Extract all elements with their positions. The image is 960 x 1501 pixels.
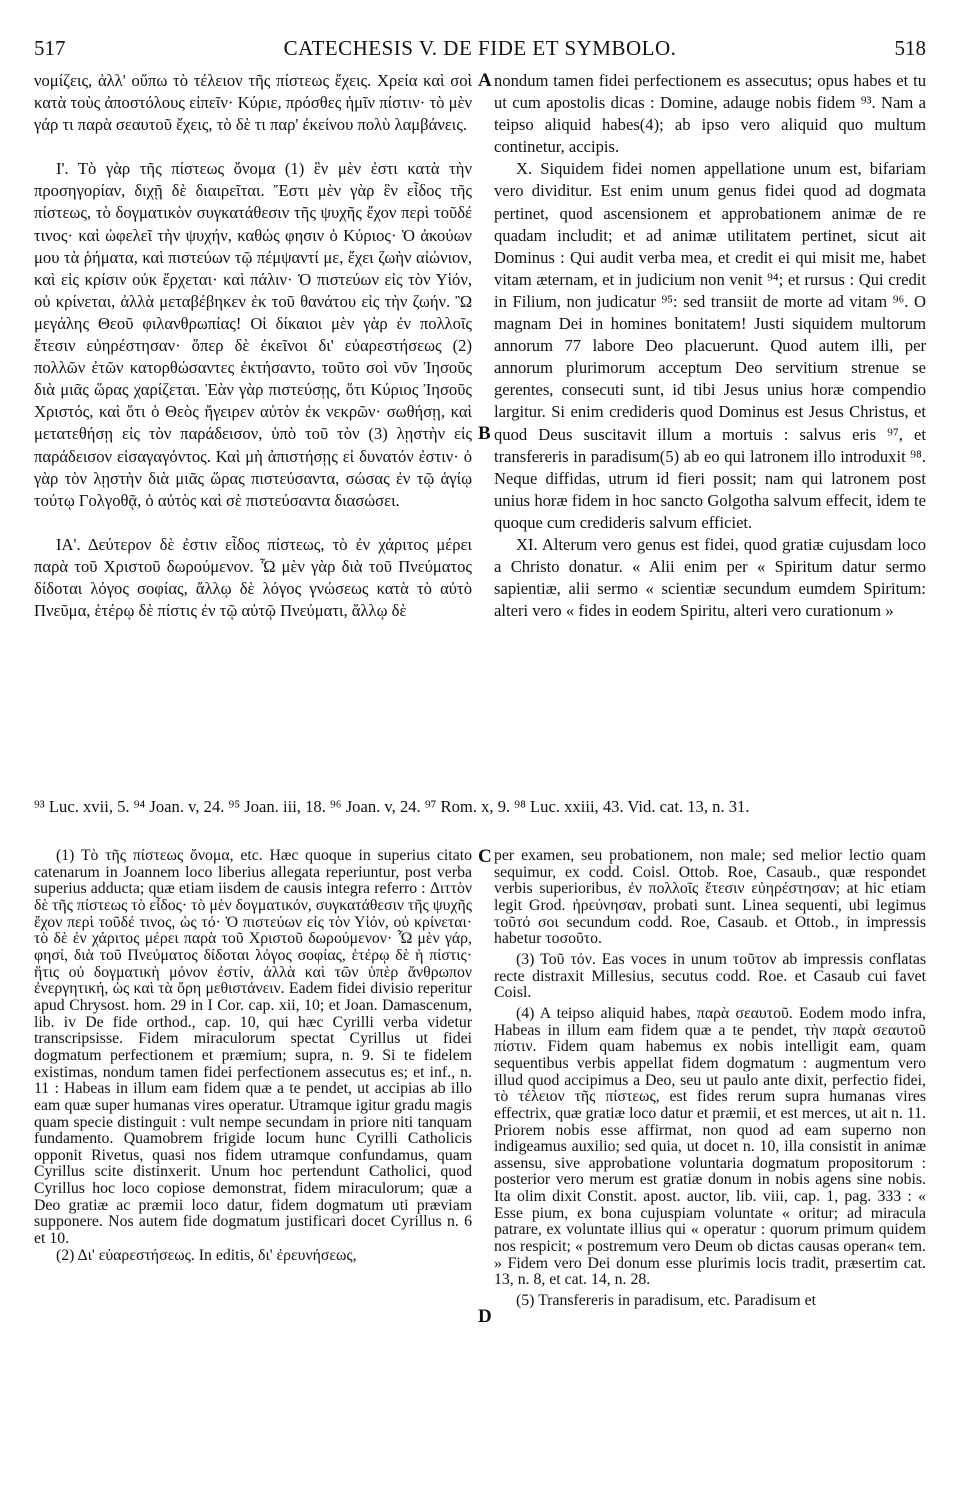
latin-paragraph: X. Siquidem fidei nomen appellatione unum est, bifariam vero dividitur. Est enim unum genus fidei quod ad dogmata pertinet, quod ascensionem et approbationem animæ de re quadam includit; et ad animæ utilitatem pertinet, sicut ait Dominus : Qui audit verba mea, et credit ei qui misit me, habet vitam æternam, et in judicium non venit ⁹⁴; et rursus : Qui credit in Filium, non judicatur ⁹⁵: sed transiit de morte ad vitam ⁹⁶. O magnam Dei in homines bonitatem! Justi siquidem multorum annorum 77 labore Deo placuerunt. Quod autem illi, per annorum plurimorum acceptum Deo servitium strenue se gerentes, consecuti sunt, id tibi Jesus unius horæ compendio largitur. Si enim credideris quod Dominus est Jesus Christus, et quod Deus suscitavit illum a mortuis : salvus eris ⁹⁷, et transfereris in paradisum(5) ab eo qui latronem illo introduxit ⁹⁸. Neque diffidas, utrum id fieri possit; nam qui latronem post unius horæ fidem in hoc sancto Golgotha salvum effecit, idem te quoque cum credideris salvum efficiet.	[494, 159, 926, 532]
greek-paragraph: ΙΑ'. Δεύτερον δὲ ἐστιν εἶδος πίστεως, τὸ ἐν χάριτος μέρει παρὰ τοῦ Χριστοῦ δωρούμενον. Ὧ μὲν γὰρ διὰ τοῦ Πνεύματος δίδοται λόγος σοφίας, ἄλλῳ δὲ λόγος γνώσεως κατὰ τὸ αὐτὸ Πνεῦμα, ἑτέρῳ δὲ πίστις ἐν τῷ αὐτῷ Πνεύματι, ἄλλῳ δὲ	[34, 534, 472, 621]
running-title: CATECHESIS V. DE FIDE ET SYMBOLO.	[283, 36, 677, 60]
latin-paragraph: nondum tamen fidei perfectionem es assecutus; opus habes et tu ut cum apostolis dicas : Domine, adauge nobis fidem ⁹³. Nam a teipso aliquid habes(4); ab ipso vero aliquid quo multum continetur, accipis.	[494, 71, 926, 157]
scripture-references	[34, 796, 926, 818]
right-page-number: 518	[894, 36, 926, 60]
column-marker-b: B	[478, 423, 491, 444]
footnote-continuation: per examen, seu probationem, non male; sed melior lectio quam sequimur, ex codd. Coisl. Ottob. Roe, Casaub., quæ respondet verbis superioribus, ἐν πολλοῖς ἔτεσιν εὐηρέστησαν; at hic etiam legit Grod. ἠρεύνησαν, probati sunt. Linea sequenti, ubi legimus τοῦτό σοι secundum codd. Roe, Casaub. et Ottob., in impressis habetur τοσοῦτο.	[494, 847, 926, 948]
column-marker-d: D	[478, 1306, 492, 1327]
greek-paragraph: Ι'. Τὸ γὰρ τῆς πίστεως ὄνομα (1) ἓν μὲν ἐστι κατὰ τὴν προσηγορίαν, διχῇ δὲ διαιρεῖται. Ἔστι μὲν γὰρ ἓν εἶδος τῆς πίστεως, τὸ δογματικὸν συγκατάθεσιν τῆς ψυχῆς ἔχον περὶ τοῦδέ τινος· καὶ ὠφελεῖ τὴν ψυχήν, καθώς φησιν ὁ Κύριος· Ὁ ἀκούων μου τὰ ῥήματα, καὶ πιστεύων τῷ πέμψαντί με, ἔχει ζωὴν αἰώνιον, καὶ εἰς κρίσιν οὐκ ἔρχεται· καὶ πάλιν· Ὁ πιστεύων εἰς τὸν Υἱόν, οὐ κρίνεται, ἀλλὰ μεταβέβηκεν ἐκ τοῦ θανάτου εἰς τὴν ζωήν. Ὢ μεγάλης Θεοῦ φιλανθρωπίας! Οἱ δίκαιοι μὲν γὰρ ἐν πολλοῖς ἔτεσιν εὐηρέστησαν· ὅπερ δὲ ἐκεῖνοι δι' εὐαρεστήσεως (2) πολλῶν ἐτῶν κατορθώσαντες ἐκτήσαντο, τοῦτο σοὶ νῦν Ἰησοῦς διὰ μιᾶς ὥρας χαρίζεται. Ἐὰν γὰρ πιστεύσῃς, ὅτι Κύριος Ἰησοῦς Χριστός, καὶ ὅτι ὁ Θεὸς ἤγειρεν αὐτὸν ἐκ νεκρῶν· σωθήσῃ, καὶ μετατεθήσῃ εἰς τὸν παράδεισον, ὑπὸ τοῦ τὸν (3) λῃστὴν εἰς παράδεισον εἰσαγαγόντος. Καὶ μὴ ἀπιστήσῃς εἰ δυνατόν ἐστιν· ὁ γὰρ τὸν λῃστὴν διὰ μιᾶς ὥρας πιστεύσαντα, σώσας ἐν τῷ ἁγίῳ τούτῳ Γολγοθᾷ, ὁ αὐτὸς καὶ σὲ πιστεύσαντα διασώσει.	[34, 159, 472, 510]
footnote: (2) Δι' εὐαρεστήσεως. In editis, δι' ἐρευνήσεως,	[56, 1246, 357, 1264]
footnote: (5) Transfereris in paradisum, etc. Paradisum et	[516, 1292, 817, 1310]
footnote: (4) A teipso aliquid habes, παρὰ σεαυτοῦ. Eodem modo infra, Habeas in illum eam fidem quæ a te pendet, τὴν παρὰ σεαυτοῦ πίστιν. Fidem quam habemus ex nobis intelligit eam, quam sequentibus verbis appellat fidem dogmatum : augmentum vero illud quod accipimus a Deo, seu ut paulo ante dixit, perfectio fidei, τὸ τέλειον τῆς πίστεως, est fides rerum supra humanas vires effectrix, quæ gratiæ loco datur et præmii, et est merces, ut ait n. 11. Priorem nobis esse affirmat, non quod ad eam superno non indigeamus auxilio; sed quia, ut docet n. 10, illa consistit in animæ assensu, sive approbatione voluntaria dogmatum propositorum : posterior vero merum est gratiæ donum in nobis agens sine nobis. Ita olim dixit Constit. apost. auctor, lib. viii, cap. 1, pag. 333 : « Esse pium, ex bona cujuspiam voluntate « oritur; ad miracula patrare, ex voluntate illius qui « operatur : quorum primum quidem nos respicit; « postremum vero Deum ob dictas causas operan« tem. » Fidem vero Dei donum esse plurimis locis tradit, præsertim cat. 13, n. 8, et cat. 14, n. 28.	[494, 1004, 926, 1289]
greek-text-column	[34, 70, 472, 622]
footnotes-right-column	[494, 848, 926, 1310]
column-marker-c: C	[478, 846, 492, 867]
latin-text-column	[494, 70, 926, 622]
column-marker-a: A	[478, 70, 492, 91]
greek-paragraph: νομίζεις, ἀλλ' οὔπω τὸ τέλειον τῆς πίστεως ἔχεις. Χρεία καὶ σοὶ κατὰ τοὺς ἀποστόλους εἰπεῖν· Κύριε, πρόσθες ἡμῖν πίστιν· τὸ μὲν γάρ τι παρὰ σεαυτοῦ ἔχεις, τὸ δὲ τι παρ' ἐκείνου πολὺ λαμβάνεις.	[34, 71, 472, 135]
latin-paragraph: XI. Alterum vero genus est fidei, quod gratiæ cujusdam loco a Christo donatur. « Alii enim per « Spiritum datur sermo sapientiæ, alii sermo « scientiæ secundum eumdem Spiritum: alteri vero « fides in eodem Spiritu, alteri vero curationum »	[494, 534, 926, 621]
left-page-number: 517	[34, 36, 66, 60]
footnote: (3) Τοῦ τόν. Eas voces in unum τοῦτον ab impressis conflatas recte distraxit Millesius, secutus codd. Roe. et Casaub cui favet Coisl.	[494, 950, 926, 1002]
footnote: (1) Τὸ τῆς πίστεως ὄνομα, etc. Hæc quoque in superius citato catenarum in Joannem loco liberius allegata reperiuntur, post verba superius adducta; quæ etiam iisdem de causis integra referro : Διττὸν δὲ τῆς πίστεως τὸ εἶδος· τὸ μὲν δογματικόν, συγκατάθεσιν τῆς ψυχῆς ἔχον περὶ τοῦδέ τινος, ὡς τό· Ὁ πιστεύων εἰς τὸν Υἱόν, οὐ κρίνεται· τὸ δὲ ἐν χάριτος μέρει παρὰ τοῦ Χριστοῦ δωρούμενον· Ὧ μὲν γάρ, φησί, διὰ τοῦ Πνεύματος δίδοται λόγος σοφίας, ἑτέρῳ δὲ ἡ πίστις· ἥτις οὐ δογματικὴ μόνον ἐστίν, ἀλλὰ καὶ τῶν ὑπὲρ ἄνθρωπον ἐνεργητική, ὡς καὶ τὰ ὄρη μεθιστάνειν. Eadem fidei divisio reperitur apud Chrysost. hom. 29 in I Cor. cap. xii, 10; et Joan. Damascenum, lib. iv De fide orthod., cap. 10, qui hæc Cyrilli verba videtur transcripsisse. Fidem miraculorum spectat Cyrillus ut fidei dogmatum perfectionem et præmium; supra, n. 9. Si te fidelem existimas, nondum tamen fidei perfectionem assecutus es; et inf., n. 11 : Habeas in illum eam fidem quæ a te pendet, ut accipias ab illo eam quæ super humanas vires operatur. Utramque igitur gradu magis quam specie distinguit : vult nempe secundam in priore niti tanquam fundamento. Quamobrem frigide locum hunc Cyrilli Catholicis opponit Rivetus, quasi nos fidem utramque confundamus, quam Cyrillus scite distinxerit. Unum hoc pertendunt Catholici, quod Cyrillus hoc loco copiose demonstrat, fidem miraculorum; quæ a Deo gratiæ ac præmii loco datur, fidem dogmatum uti præviam supponere. Nos autem fide dogmatum justificari docet Cyrillus n. 6 et 10.	[34, 847, 472, 1248]
page-header	[34, 36, 926, 64]
footnotes-left-column	[34, 848, 472, 1264]
reference-line: ⁹³ Luc. xvii, 5. ⁹⁴ Joan. v, 24. ⁹⁵ Joan. iii, 18. ⁹⁶ Joan. v, 24. ⁹⁷ Rom. x, 9. ⁹⁸ Luc. xxiii, 43. Vid. cat. 13, n. 31.	[34, 797, 750, 816]
